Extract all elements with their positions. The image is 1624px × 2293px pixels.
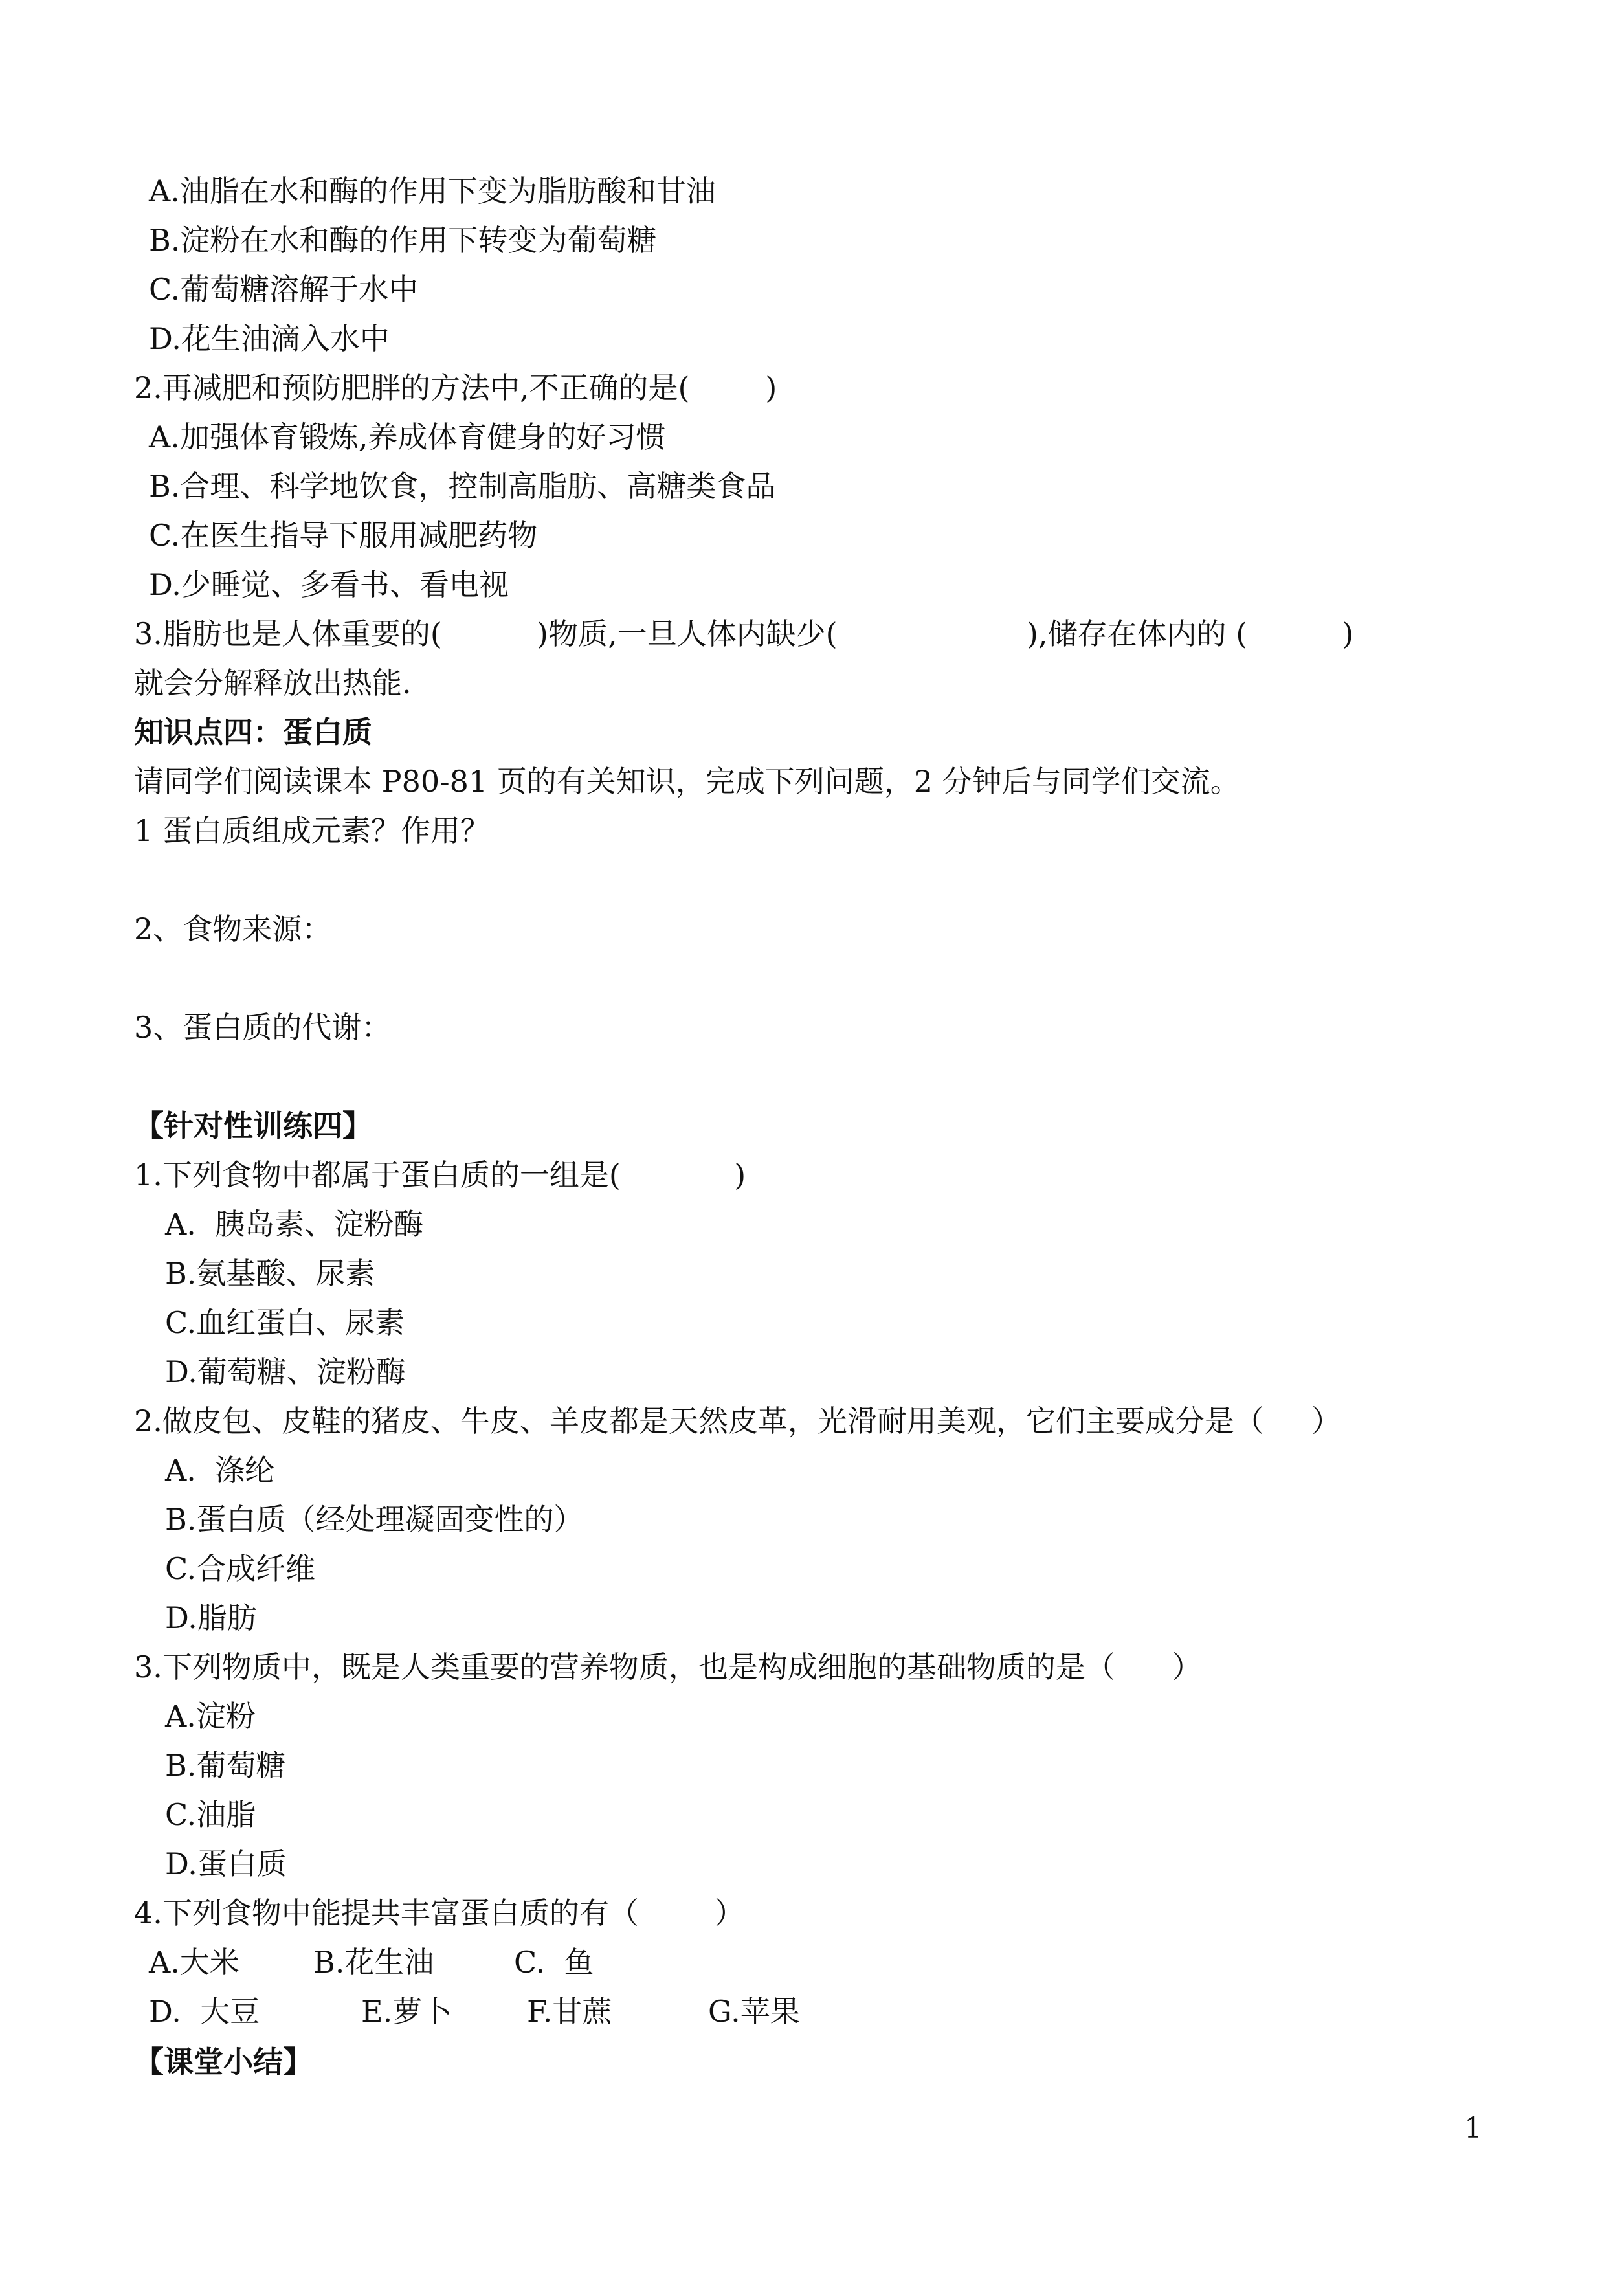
question-stem: 1.下列食物中都属于蛋白质的一组是( )	[134, 1158, 746, 1192]
question-stem: 2.做皮包、皮鞋的猪皮、牛皮、羊皮都是天然皮革，光滑耐用美观，它们主要成分是（ ）	[134, 1404, 1341, 1438]
study-item: 1 蛋白质组成元素？作用？	[134, 813, 490, 848]
option-d: D.花生油滴入水中	[149, 321, 390, 356]
section-title: 知识点四：蛋白质	[134, 715, 372, 750]
study-item: 2、食物来源：	[134, 912, 332, 946]
option-d: D.脂肪	[165, 1600, 257, 1635]
option-b: B.葡萄糖	[165, 1748, 286, 1783]
question-stem-continued: 就会分解释放出热能.	[134, 666, 412, 700]
summary-title: 【课堂小结】	[134, 2044, 313, 2079]
study-item: 3、蛋白质的代谢：	[134, 1010, 392, 1045]
option-b: B.花生油	[313, 1945, 434, 1980]
training-title: 【针对性训练四】	[134, 1108, 372, 1143]
option-c: C. 鱼	[514, 1945, 594, 1980]
option-c: C.油脂	[165, 1797, 256, 1832]
question-stem: 3.下列物质中，既是人类重要的营养物质，也是构成细胞的基础物质的是（ ）	[134, 1650, 1202, 1684]
section-instruction: 请同学们阅读课本 P80-81 页的有关知识，完成下列问题，2 分钟后与同学们交流。	[134, 764, 1240, 799]
option-b: B.淀粉在水和酶的作用下转变为葡萄糖	[149, 223, 657, 258]
option-a: A.淀粉	[165, 1699, 256, 1734]
question-stem: 2.再减肥和预防肥胖的方法中,不正确的是( )	[134, 370, 777, 405]
question-stem: 4.下列食物中能提共丰富蛋白质的有（ ）	[134, 1896, 744, 1930]
option-d: D.葡萄糖、淀粉酶	[165, 1354, 406, 1389]
option-d: D. 大豆	[149, 1994, 260, 2029]
option-b: B.氨基酸、尿素	[165, 1256, 375, 1291]
option-a: A. 涤纶	[165, 1453, 275, 1488]
option-c: C.葡萄糖溶解于水中	[149, 272, 419, 307]
question-stem: 3.脂肪也是人体重要的( )物质,一旦人体内缺少( ),储存在体内的 ( )	[134, 616, 1354, 651]
option-d: D.少睡觉、多看书、看电视	[149, 567, 509, 602]
option-c: C.在医生指导下服用减肥药物	[149, 518, 538, 553]
option-a: A.油脂在水和酶的作用下变为脂肪酸和甘油	[149, 173, 716, 208]
option-a: A. 胰岛素、淀粉酶	[165, 1207, 424, 1242]
option-a: A.大米	[149, 1945, 239, 1980]
option-g: G.苹果	[708, 1994, 800, 2029]
option-b: B.合理、科学地饮食，控制高脂肪、高糖类食品	[149, 469, 776, 504]
option-a: A.加强体育锻炼,养成体育健身的好习惯	[149, 419, 666, 454]
option-c: C.合成纤维	[165, 1551, 316, 1586]
page-number: 1	[1464, 2112, 1482, 2145]
option-e: E.萝卜	[361, 1994, 452, 2029]
option-f: F.甘蔗	[527, 1994, 612, 2029]
option-c: C.血红蛋白、尿素	[165, 1305, 405, 1340]
option-b: B.蛋白质（经处理凝固变性的）	[165, 1502, 584, 1537]
option-d: D.蛋白质	[165, 1846, 287, 1881]
